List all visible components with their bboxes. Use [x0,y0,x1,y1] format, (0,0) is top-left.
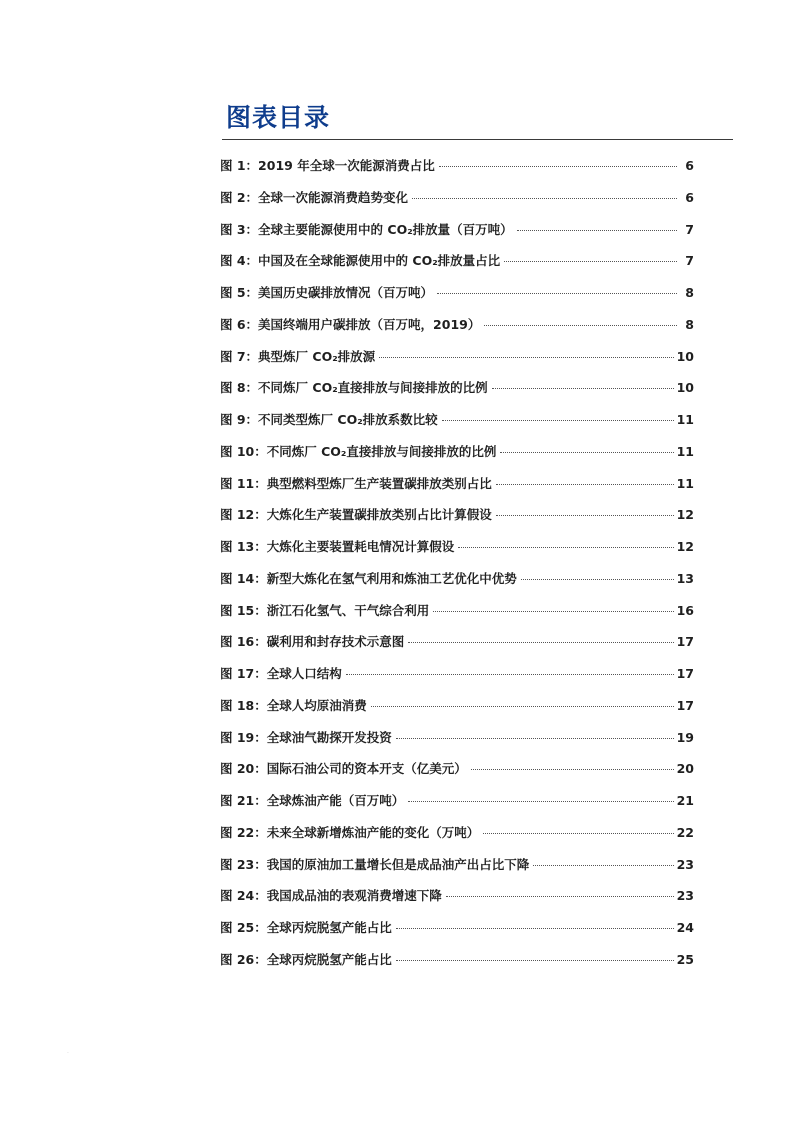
toc-entry-label: 图 7：典型炼厂 CO₂排放源 [220,348,376,364]
toc-entry[interactable] [220,499,694,531]
toc-entry[interactable] [220,912,694,944]
toc-entry[interactable] [220,563,694,595]
toc-entry-page-number: 12 [676,507,694,523]
toc-entry-label: 图 8：不同炼厂 CO₂直接排放与间接排放的比例 [220,380,488,396]
dot-leader [504,261,677,262]
toc-entry[interactable] [220,722,694,754]
toc-entry-page-number: 6 [685,189,694,205]
toc-entry-label: 图 16：碳利用和封存技术示意图 [220,634,405,650]
toc-entry-label: 图 21：全球炼油产能（百万吨） [220,793,405,808]
dot-leader [408,801,673,802]
toc-entry[interactable] [220,690,694,722]
toc-entry-page-number: 22 [676,824,694,840]
toc-entry[interactable] [220,404,694,436]
toc-entry-label: 图 2：全球一次能源消费趋势变化 [220,189,409,205]
dot-leader [517,230,677,231]
toc-entry[interactable] [220,245,694,277]
toc-entry[interactable] [220,785,694,817]
dot-leader [396,928,674,929]
toc-entry-page-number: 21 [676,793,694,808]
toc-entry-page-number: 11 [676,443,694,459]
dot-leader [446,896,674,897]
toc-entry-page-number: 12 [676,539,694,554]
dot-leader [396,960,674,961]
toc-entry-page-number: 25 [676,951,694,967]
page-title: 图表目录 [226,103,331,132]
toc-entry-page-number: 11 [676,475,694,491]
toc-entry-label: 图 6：美国终端用户碳排放（百万吨，2019） [220,316,481,332]
toc-entry[interactable] [220,309,694,341]
toc-entry[interactable] [220,531,694,563]
dot-leader [492,388,674,389]
dot-leader [496,515,674,516]
dot-leader [371,706,674,707]
toc-entry-page-number: 24 [676,920,694,935]
toc-entry[interactable] [220,150,694,182]
toc-entry[interactable] [220,880,694,912]
toc-entry[interactable] [220,341,694,373]
toc-entry-label: 图 25：全球丙烷脱氢产能占比 [220,920,392,935]
dot-leader [533,865,673,866]
toc-entry[interactable] [220,944,694,976]
toc-entry-page-number: 7 [685,253,694,269]
dot-leader [442,420,674,421]
toc-entry-page-number: 13 [676,570,694,586]
toc-entry-page-number: 17 [676,634,694,650]
toc-entry-page-number: 20 [676,761,694,777]
dot-leader [437,293,677,294]
dot-leader [458,547,673,548]
corner-mark: · [67,1050,69,1057]
dot-leader [379,357,673,358]
toc-entry-page-number: 23 [676,856,694,872]
toc-entry-label: 图 19：全球油气勘探开发投资 [220,729,392,745]
toc-entry-page-number: 7 [685,221,694,237]
toc-entry-page-number: 16 [676,602,694,618]
figure-list [220,150,694,976]
toc-entry-page-number: 19 [676,729,694,745]
toc-entry-label: 图 26：全球丙烷脱氢产能占比 [220,951,392,967]
toc-entry-label: 图 14：新型大炼化在氢气利用和炼油工艺优化中优势 [220,570,517,586]
toc-entry[interactable] [220,658,694,690]
toc-entry[interactable] [220,277,694,309]
toc-entry-label: 图 5：美国历史碳排放情况（百万吨） [220,285,434,300]
toc-entry[interactable] [220,595,694,627]
toc-entry-label: 图 20：国际石油公司的资本开支（亿美元） [220,761,467,777]
toc-entry[interactable] [220,182,694,214]
toc-entry[interactable] [220,849,694,881]
dot-leader [521,579,674,580]
toc-entry-page-number: 6 [685,158,694,173]
toc-entry-label: 图 18：全球人均原油消费 [220,697,367,713]
dot-leader [471,769,674,770]
toc-entry-label: 图 23：我国的原油加工量增长但是成品油产出占比下降 [220,856,530,872]
toc-entry[interactable] [220,214,694,246]
toc-entry-page-number: 17 [676,697,694,713]
toc-entry-page-number: 8 [685,285,694,300]
toc-entry[interactable] [220,626,694,658]
toc-entry-page-number: 11 [676,412,694,427]
toc-entry-label: 图 11：典型燃料型炼厂生产装置碳排放类别占比 [220,475,492,491]
dot-leader [408,642,673,643]
toc-entry-page-number: 10 [676,348,694,364]
toc-entry-page-number: 8 [685,316,694,332]
toc-entry-label: 图 9：不同类型炼厂 CO₂排放系数比较 [220,412,438,427]
toc-entry-label: 图 24：我国成品油的表观消费增速下降 [220,888,442,904]
dot-leader [496,484,674,485]
toc-entry[interactable] [220,436,694,468]
toc-entry-label: 图 15：浙江石化氢气、干气综合利用 [220,602,430,618]
toc-entry-page-number: 10 [676,380,694,396]
toc-entry-label: 图 22：未来全球新增炼油产能的变化（万吨） [220,824,480,840]
toc-entry[interactable] [220,753,694,785]
toc-entry[interactable] [220,468,694,500]
toc-entry-label: 图 17：全球人口结构 [220,666,342,681]
title-divider [222,139,733,140]
dot-leader [412,198,677,199]
toc-entry-label: 图 1：2019 年全球一次能源消费占比 [220,158,435,173]
toc-entry-page-number: 23 [676,888,694,904]
toc-entry-label: 图 3：全球主要能源使用中的 CO₂排放量（百万吨） [220,221,513,237]
toc-entry-page-number: 17 [676,666,694,681]
toc-entry-label: 图 10：不同炼厂 CO₂直接排放与间接排放的比例 [220,443,497,459]
toc-entry-label: 图 13：大炼化主要装置耗电情况计算假设 [220,539,455,554]
dot-leader [433,611,673,612]
toc-entry[interactable] [220,372,694,404]
dot-leader [483,833,673,834]
toc-entry-label: 图 4：中国及在全球能源使用中的 CO₂排放量占比 [220,253,501,269]
toc-entry-label: 图 12：大炼化生产装置碳排放类别占比计算假设 [220,507,492,523]
dot-leader [346,674,674,675]
dot-leader [439,166,677,167]
dot-leader [500,452,673,453]
dot-leader [484,325,677,326]
dot-leader [396,738,674,739]
toc-entry[interactable] [220,817,694,849]
